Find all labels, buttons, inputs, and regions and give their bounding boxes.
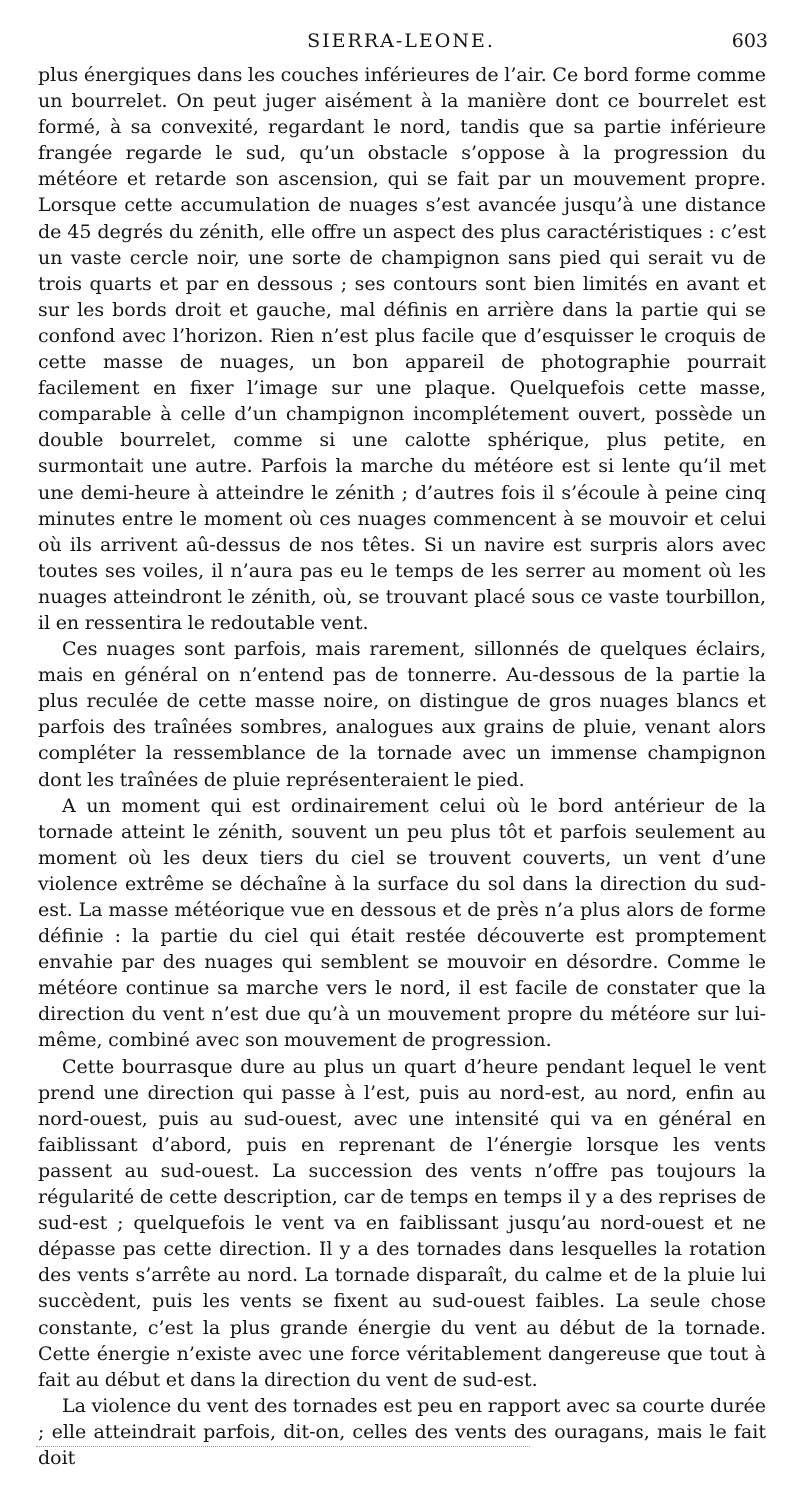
body-text bbox=[38, 62, 766, 1471]
paragraph-truncated: La violence du vent des tornades est peu en rapport avec sa courte durée ; elle atteindrait parfois, dit-on, celles des vents des ouragans, mais le fait doit bbox=[38, 1394, 766, 1469]
paragraph-continued: plus énergiques dans les couches inférieures de l’air. Ce bord forme comme un bourrelet. On peut juger aisément à la manière dont ce bourrelet est formé, à sa convexité, regardant le nord, tandis que sa partie inférieure frangée regarde le sud, qu’un obstacle s’oppose à la progression du météore et retarde son ascension, qui se fait par un mouvement propre. Lorsque cette accumulation de nuages s’est avancée jusqu’à une distance de 45 degrés du zénith, elle offre un aspect des plus caractéristiques : c’est un vaste cercle noir, une sorte de champignon sans pied qui serait vu de trois quarts et par en dessous ; ses contours sont bien limités en avant et sur les bords droit et gauche, mal définis en arrière dans la partie qui se confond avec l’horizon. Rien n’est plus facile que d’esquisser le croquis de cette masse de nuages, un bon appareil de photographie pourrait facilement en fixer l’image sur une plaque. Quelquefois cette masse, comparable à celle d’un champignon incomplétement ouvert, possède un double bourrelet, comme si une calotte sphérique, plus petite, en surmontait une autre. Parfois la marche du météore est si lente qu’il met une demi-heure à atteindre le zénith ; d’autres fois il s’écoule à peine cinq minutes entre le moment où ces nuages commencent à se mouvoir et celui où ils arrivent aû-dessus de nos têtes. Si un navire est surpris alors avec toutes ses voiles, il n’aura pas eu le temps de les serrer au moment où les nuages atteindront le zénith, où, se trouvant placé sous ce vaste tourbillon, il en ressentira le redoutable vent. bbox=[38, 64, 766, 634]
paragraph: Ces nuages sont parfois, mais rarement, sillonnés de quelques éclairs, mais en général on n’entend pas de tonnerre. Au-dessous de la partie la plus reculée de cette masse noire, on distingue de gros nuages blancs et parfois des traînées sombres, analogues aux grains de pluie, venant alors compléter la ressemblance de la tornade avec un immense champignon dont les traînées de pluie représenteraient le pied. bbox=[38, 638, 766, 791]
paragraph: Cette bourrasque dure au plus un quart d’heure pendant lequel le vent prend une direction qui passe à l’est, puis au nord-est, au nord, enfin au nord-ouest, puis au sud-ouest, avec une intensité qui va en général en faiblissant d’abord, puis en reprenant de l’énergie lorsque les vents passent au sud-ouest. La succession des vents n’offre pas toujours la régularité de cette description, car de temps en temps il y a des reprises de sud-est ; quelquefois le vent va en faiblissant jusqu’au nord-ouest et ne dépasse pas cette direction. Il y a des tornades dans lesquelles la rotation des vents s’arrête au nord. La tornade disparaît, du calme et de la pluie lui succèdent, puis les vents se fixent au sud-ouest faibles. La seule chose constante, c’est la plus grande énergie du vent au début de la tornade. Cette énergie n’existe avec une force véritablement dangereuse que tout à fait au début et dans la direction du vent de sud-est. bbox=[38, 1055, 766, 1391]
running-head bbox=[34, 30, 768, 60]
bottom-dotted-rule bbox=[36, 1446, 530, 1447]
running-title: SIERRA-LEONE. bbox=[307, 30, 495, 52]
page-number: 603 bbox=[731, 30, 768, 52]
paragraph: A un moment qui est ordinairement celui où le bord antérieur de la tornade atteint le zénith, souvent un peu plus tôt et parfois seulement au moment où les deux tiers du ciel se trouvent couverts, un vent d’une violence extrême se déchaîne à la surface du sol dans la direction du sud-est. La masse météorique vue en dessous et de près n’a plus alors de forme définie : la partie du ciel qui était restée découverte est promptement envahie par des nuages qui semblent se mouvoir en désordre. Comme le météore continue sa marche vers le nord, il est facile de constater que la direction du vent n’est due qu’à un mouvement propre du météore sur lui-même, combiné avec son mouvement de progression. bbox=[38, 794, 766, 1052]
